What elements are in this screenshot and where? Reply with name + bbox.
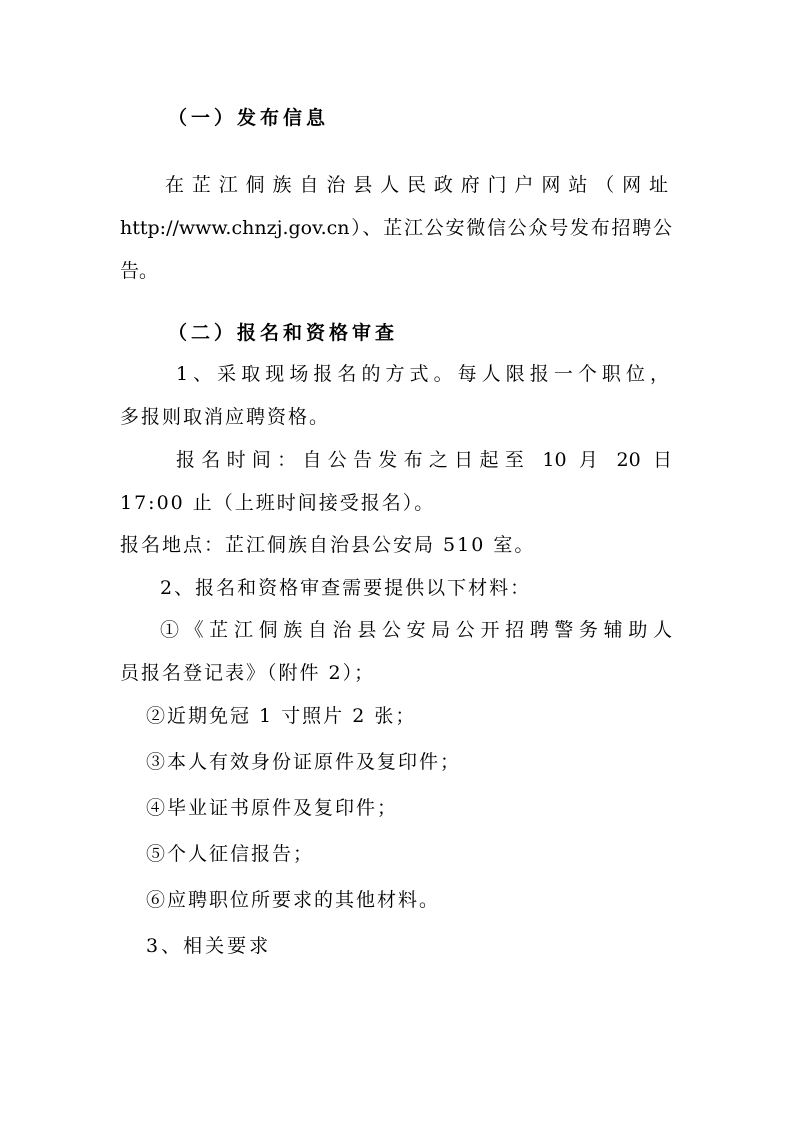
item-1-line: 多报则取消应聘资格。 [120,406,331,428]
body-line: 在芷江侗族自治县人民政府门户网站（网址 [165,174,672,196]
registration-time-line: 报名时间：自公告发布之日起至 10 月 20 日 [176,449,672,471]
material-item: ④毕业证书原件及复印件； [146,797,399,819]
material-item: ①《芷江侗族自治县公安局公开招聘警务辅助人 [160,619,672,641]
material-item: ⑤个人征信报告； [146,843,315,865]
item-2: 2、报名和资格审查需要提供以下材料： [160,577,532,599]
material-item: ③本人有效身份证原件及复印件； [146,751,462,773]
item-3: 3、相关要求 [146,935,272,957]
section-1-heading: （一）发布信息 [168,107,330,129]
registration-time-line: 17:00 止（上班时间接受报名）。 [120,492,436,514]
material-item: 员报名登记表》（附件 2）； [120,662,376,684]
material-item: ②近期免冠 1 寸照片 2 张； [146,705,417,727]
registration-place: 报名地点：芷江侗族自治县公安局 510 室。 [120,534,536,556]
material-item: ⑥应聘职位所要求的其他材料。 [146,889,441,911]
section-2-heading: （二）报名和资格审查 [168,322,399,344]
body-line-with-url: http://www.chnzj.gov.cn）、芷江公安微信公众号发布招聘公 [120,217,672,239]
item-1-line: 1、采取现场报名的方式。每人限报一个职位， [176,363,672,385]
body-line: 告。 [120,260,159,282]
